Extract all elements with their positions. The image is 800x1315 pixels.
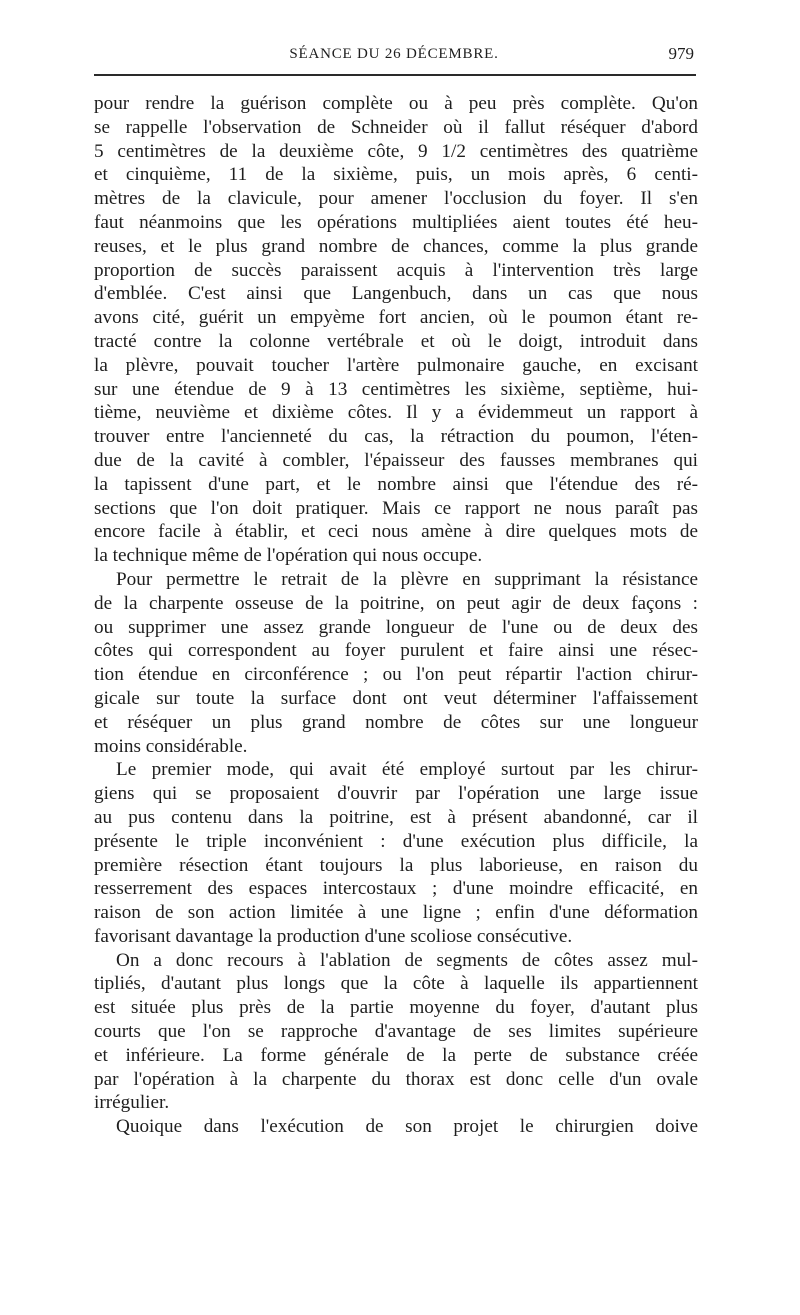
text-line: gicale sur toute la surface dont ont veut déterminer l'affaissement [94,687,698,709]
text-line: due de la cavité à combler, l'épaisseur des fausses membranes qui [94,449,698,471]
text-line: trouver entre l'ancienneté du cas, la rétraction du poumon, l'éten- [94,426,698,448]
paragraph [94,568,698,758]
text-line: proportion de succès paraissent acquis à l'intervention très large [94,259,698,281]
paragraph [94,1115,698,1139]
text-line: tième, neuvième et dixième côtes. Il y a évidemmeut un rapport à [94,402,698,424]
text-line: première résection étant toujours la plus laborieuse, en raison du [94,854,698,876]
paragraph [94,92,698,568]
text-line: côtes qui correspondent au foyer purulent et faire ainsi une résec- [94,640,698,662]
text-line: tracté contre la colonne vertébrale et où le doigt, introduit dans [94,330,698,352]
text-line: est située plus près de la partie moyenne du foyer, d'autant plus [94,997,698,1019]
text-line: tion étendue en circonférence ; ou l'on peut répartir l'action chirur- [94,664,698,686]
text-line: ou supprimer une assez grande longueur de l'une ou de deux des [94,616,698,638]
text-line: présente le triple inconvénient : d'une exécution plus difficile, la [94,830,698,852]
text-line: encore facile à établir, et ceci nous amène à dire quelques mots de [94,521,698,543]
running-title: SÉANCE DU 26 DÉCEMBRE. [289,46,499,62]
text-line: reuses, et le plus grand nombre de chances, comme la plus grande [94,235,698,257]
text-line: giens qui se proposaient d'ouvrir par l'opération une large issue [94,783,698,805]
header-rule [94,74,696,76]
text-line: resserrement des espaces intercostaux ; d'une moindre efficacité, en [94,878,698,900]
text-line: moins considérable. [94,735,248,757]
text-line: 5 centimètres de la deuxième côte, 9 1/2 centimètres des quatrième [94,140,698,162]
text-line: raison de son action limitée à une ligne ; enfin d'une déformation [94,902,698,924]
text-line: On a donc recours à l'ablation de segments de côtes assez mul- [116,949,698,971]
text-line: par l'opération à la charpente du thorax est donc celle d'un ovale [94,1068,698,1090]
text-line: de la charpente osseuse de la poitrine, on peut agir de deux façons : [94,592,698,614]
text-line: sections que l'on doit pratiquer. Mais ce rapport ne nous paraît pas [94,497,698,519]
text-line: au pus contenu dans la poitrine, est à présent abandonné, car il [94,806,698,828]
text-line: et inférieure. La forme générale de la perte de substance créée [94,1044,698,1066]
text-line: et réséquer un plus grand nombre de côtes sur une longueur [94,711,698,733]
text-line: et cinquième, 11 de la sixième, puis, un mois après, 6 centi- [94,164,698,186]
text-line: courts que l'on se rapproche d'avantage de ses limites supérieure [94,1021,698,1043]
text-line: faut néanmoins que les opérations multipliées aient toutes été heu- [94,211,698,233]
text-line: Le premier mode, qui avait été employé surtout par les chirur- [116,759,698,781]
body-text [94,92,698,1139]
text-line: favorisant davantage la production d'une scoliose consécutive. [94,925,573,947]
text-line: d'emblée. C'est ainsi que Langenbuch, dans un cas que nous [94,283,698,305]
paragraph [94,949,698,1116]
text-line: Pour permettre le retrait de la plèvre en supprimant la résistance [116,568,698,590]
page-number: 979 [668,44,694,63]
text-line: avons cité, guérit un empyème fort ancien, où le poumon étant re- [94,307,698,329]
text-line: mètres de la clavicule, pour amener l'occlusion du foyer. Il s'en [94,188,698,210]
text-line: se rappelle l'observation de Schneider où il fallut réséquer d'abord [94,116,698,138]
text-line: pour rendre la guérison complète ou à peu près complète. Qu'on [94,93,698,114]
paragraph [94,758,698,948]
text-line: la plèvre, pouvait toucher l'artère pulmonaire gauche, en excisant [94,354,698,376]
text-line: tipliés, d'autant plus longs que la côte à laquelle ils appartiennent [94,973,698,995]
text-line: Quoique dans l'exécution de son projet le chirurgien doive [116,1116,698,1138]
text-line: la technique même de l'opération qui nous occupe. [94,545,483,567]
running-head [94,44,694,72]
text-line: irrégulier. [94,1092,170,1114]
text-line: sur une étendue de 9 à 13 centimètres les sixième, septième, hui- [94,378,698,400]
text-line: la tapissent d'une part, et le nombre ainsi que l'étendue des ré- [94,473,698,495]
